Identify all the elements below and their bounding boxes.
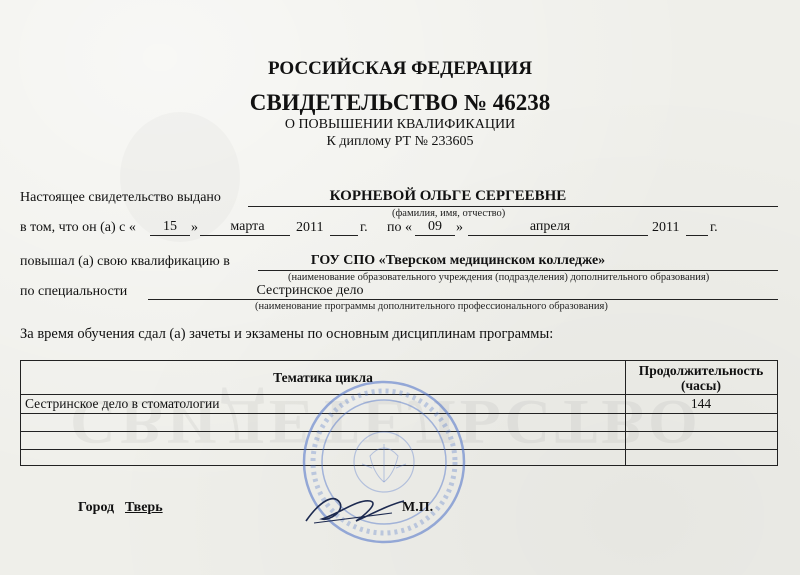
specialty-name: Сестринское дело [256,283,364,298]
end-year-underline [686,235,708,236]
name-underline [248,206,778,207]
city-label: Город [78,500,115,515]
name-hint: (фамилия, имя, отчество) [392,208,506,219]
end-day-close-quote: » [456,220,463,235]
end-year-suffix: г. [710,220,718,235]
period-prefix: в том, что он (а) с « [20,220,136,235]
start-year: 2011 [296,220,324,235]
institution-name: ГОУ СПО «Тверском медицинском колледже» [310,253,606,268]
qualification-label: повышал (а) свою квалификацию в [20,254,230,269]
end-day: 09 [428,219,442,234]
specialty-label: по специальности [20,284,128,299]
document-title: СВИДЕТЕЛЬСТВО № 46238 [249,90,551,115]
end-month-underline [468,235,648,236]
exams-intro: За время обучения сдал (а) зачеты и экзамены по основным дисциплинам программы: [20,326,554,342]
table-header-topic: Тематика цикла [273,370,373,385]
issued-label: Настоящее свидетельство выдано [20,190,221,205]
table-header-duration: Продолжительность [638,363,764,378]
document-subtitle: О ПОВЫШЕНИИ КВАЛИФИКАЦИИ [284,117,516,132]
specialty-underline [148,299,778,300]
table-row-topic: Сестринское дело в стоматологии [25,396,220,411]
start-day-close-quote: » [191,220,198,235]
specialty-hint: (наименование программы дополнительного профессионального образования) [255,301,608,312]
start-day-underline [150,235,190,236]
end-day-underline [415,235,455,236]
seal-place-label: М.П. [402,500,434,515]
table-header-duration-unit: (часы) [681,378,721,393]
institution-hint: (наименование образовательного учреждения (подразделения) дополнительного образования) [288,272,710,283]
end-month: апреля [529,219,571,234]
start-year-suffix: г. [360,220,368,235]
country-title: РОССИЙСКАЯ ФЕДЕРАЦИЯ [267,58,533,79]
signature [300,483,410,533]
start-month: марта [230,219,265,234]
to-label: по « [387,220,412,235]
diploma-reference: К диплому РТ № 233605 [326,134,474,149]
institution-underline [258,270,778,271]
table-row-hours: 144 [690,396,712,411]
city-name: Тверь [125,500,163,515]
recipient-name: КОРНЕВОЙ ОЛЬГЕ СЕРГЕЕВНЕ [329,188,567,204]
end-year: 2011 [652,220,680,235]
start-year-underline [330,235,358,236]
start-day: 15 [163,219,177,234]
start-month-underline [200,235,290,236]
